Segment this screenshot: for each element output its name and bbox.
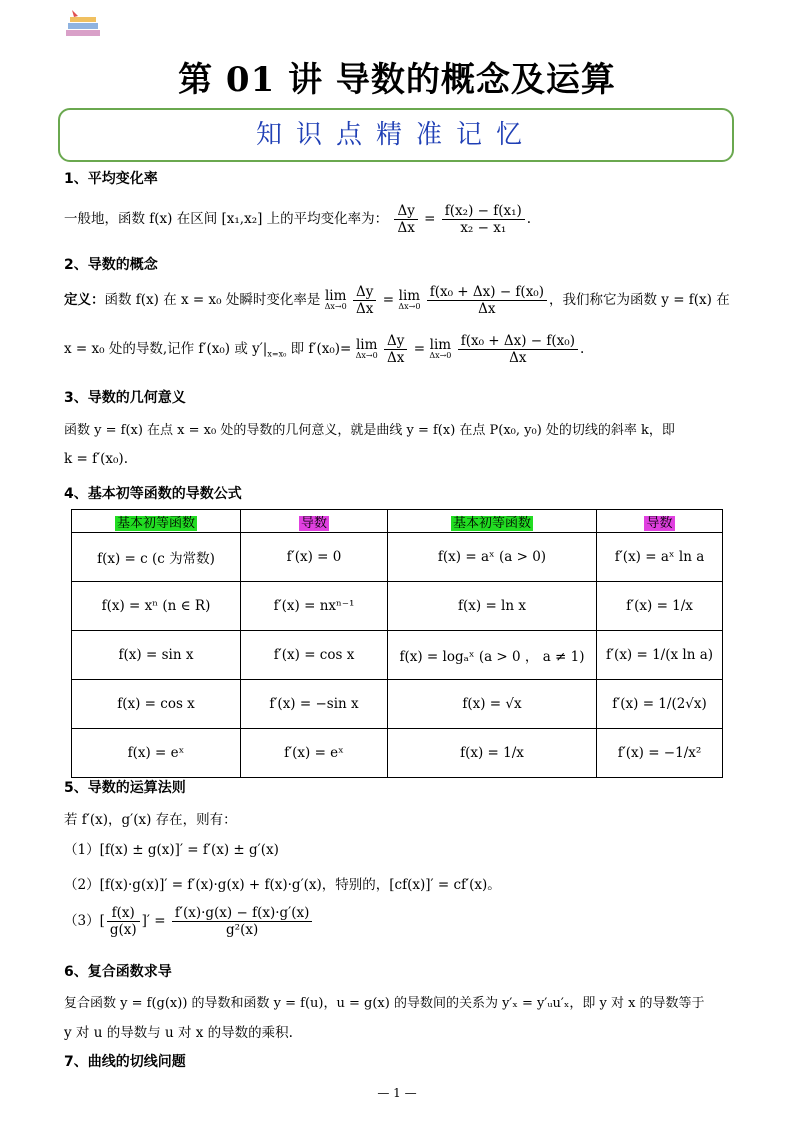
table-row [72, 533, 723, 582]
page-number: — 1 — [377, 1086, 417, 1100]
table-header-cell: 导数 [646, 515, 673, 531]
table-header-cell: 基本初等函数 [452, 515, 531, 531]
table-row [72, 631, 723, 680]
table-cell: f′(x) = aˣ ln a [597, 533, 723, 582]
heading-composite-derivative: 6、复合函数求导 [64, 964, 172, 980]
table-row [72, 729, 723, 778]
geometric-meaning-line1: 函数 y = f(x) 在点 x = x₀ 处的导数的几何意义，就是曲线 y = f(x) 在点 P(x₀, y₀) 处的切线的斜率 k，即 [64, 423, 675, 438]
table-header-cell: 导数 [300, 515, 327, 531]
rule-sum: （1）[f(x) ± g(x)]′ = f′(x) ± g′(x) [64, 842, 279, 858]
geometric-meaning-line2: k = f′(x₀). [64, 451, 128, 467]
heading-derivative-formulas: 4、基本初等函数的导数公式 [64, 486, 242, 502]
table-cell: f(x) = logₐˣ (a > 0 ， a ≠ 1) [388, 631, 597, 680]
table-cell: f′(x) = 1/(x ln a) [597, 631, 723, 680]
table-cell: f′(x) = −1/x² [597, 729, 723, 778]
table-cell: f′(x) = 1/x [597, 582, 723, 631]
derivative-formula-table [71, 509, 723, 778]
table-cell: f(x) = √x [388, 680, 597, 729]
table-cell: f(x) = sin x [72, 631, 241, 680]
table-cell: f′(x) = eˣ [241, 729, 388, 778]
table-row [72, 680, 723, 729]
book-stack-logo-icon [62, 8, 106, 40]
derivative-definition-line2: x = x₀ 处的导数,记作 f′(x₀) 或 $y'|_{x=x_0}$ 即 f′(x₀)= lim Δx→0 $\frac{\Delta y}{\Delta x}$ = lim Δx→0 $\frac{\text{f(x₀ + Δx) − f(x₀)}}{\Delta x}$ . [64, 333, 585, 366]
table-cell: f′(x) = 1/(2√x) [597, 680, 723, 729]
composite-line1: 复合函数 y = f(g(x)) 的导数和函数 y = f(u)，u = g(x) 的导数间的关系为 y′ₓ = y′ᵤu′ₓ，即 y 对 x 的导数等于 [64, 996, 705, 1011]
heading-geometric-meaning: 3、导数的几何意义 [64, 390, 186, 406]
table-cell: f(x) = eˣ [72, 729, 241, 778]
table-row [72, 582, 723, 631]
table-cell: f′(x) = −sin x [241, 680, 388, 729]
table-cell: f(x) = ln x [388, 582, 597, 631]
average-rate-text: 一般地，函数 f(x) 在区间 [x₁,x₂] 上的平均变化率为： $\frac{\Delta y}{\Delta x}$ = $\frac{\text{f(x₂) − f(x₁)}}{\text{x₂ − x₁}}$ . [64, 203, 532, 236]
table-cell: f(x) = xⁿ (n ∈ R) [72, 582, 241, 631]
rule-product: （2）[f(x)·g(x)]′ = f′(x)·g(x) + f(x)·g′(x)，特别的，[cf(x)]′ = cf′(x)。 [64, 877, 501, 893]
table-header-cell: 基本初等函数 [116, 515, 195, 531]
table-cell: f(x) = aˣ (a > 0) [388, 533, 597, 582]
derivative-definition-line1: 定义：函数 f(x) 在 x = x₀ 处瞬时变化率是 lim Δx→0 $\frac{\Delta y}{\Delta x}$ = lim Δx→0 $\frac{\text{f(x₀ + Δx) − f(x₀)}}{\Delta x}$ ，我们称它为函数 y = f(x) 在 [64, 284, 730, 317]
table-cell: f′(x) = cos x [241, 631, 388, 680]
page-title: 第 01 讲 导数的概念及运算 [178, 60, 616, 100]
table-cell: f(x) = cos x [72, 680, 241, 729]
table-cell: f(x) = 1/x [388, 729, 597, 778]
table-cell: f′(x) = 0 [241, 533, 388, 582]
heading-derivative-rules: 5、导数的运算法则 [64, 780, 186, 796]
table-cell: f′(x) = nxⁿ⁻¹ [241, 582, 388, 631]
heading-derivative-concept: 2、导数的概念 [64, 257, 158, 273]
rules-intro: 若 f′(x)，g′(x) 存在，则有： [64, 812, 237, 828]
heading-average-rate: 1、平均变化率 [64, 171, 158, 187]
section-banner: 知识点精准记忆 [58, 108, 734, 162]
table-cell: f(x) = c (c 为常数) [72, 533, 241, 582]
rule-quotient: （3）[ $\frac{f(x)}{g(x)}$ ]′ = $\frac{f'(x)\cdot g(x) - f(x)\cdot g'(x)}{\text{g²(x)}}$ [64, 905, 314, 938]
table-header-row [72, 510, 723, 533]
heading-tangent-problem: 7、曲线的切线问题 [64, 1054, 186, 1070]
composite-line2: y 对 u 的导数与 u 对 x 的导数的乘积. [64, 1025, 293, 1041]
